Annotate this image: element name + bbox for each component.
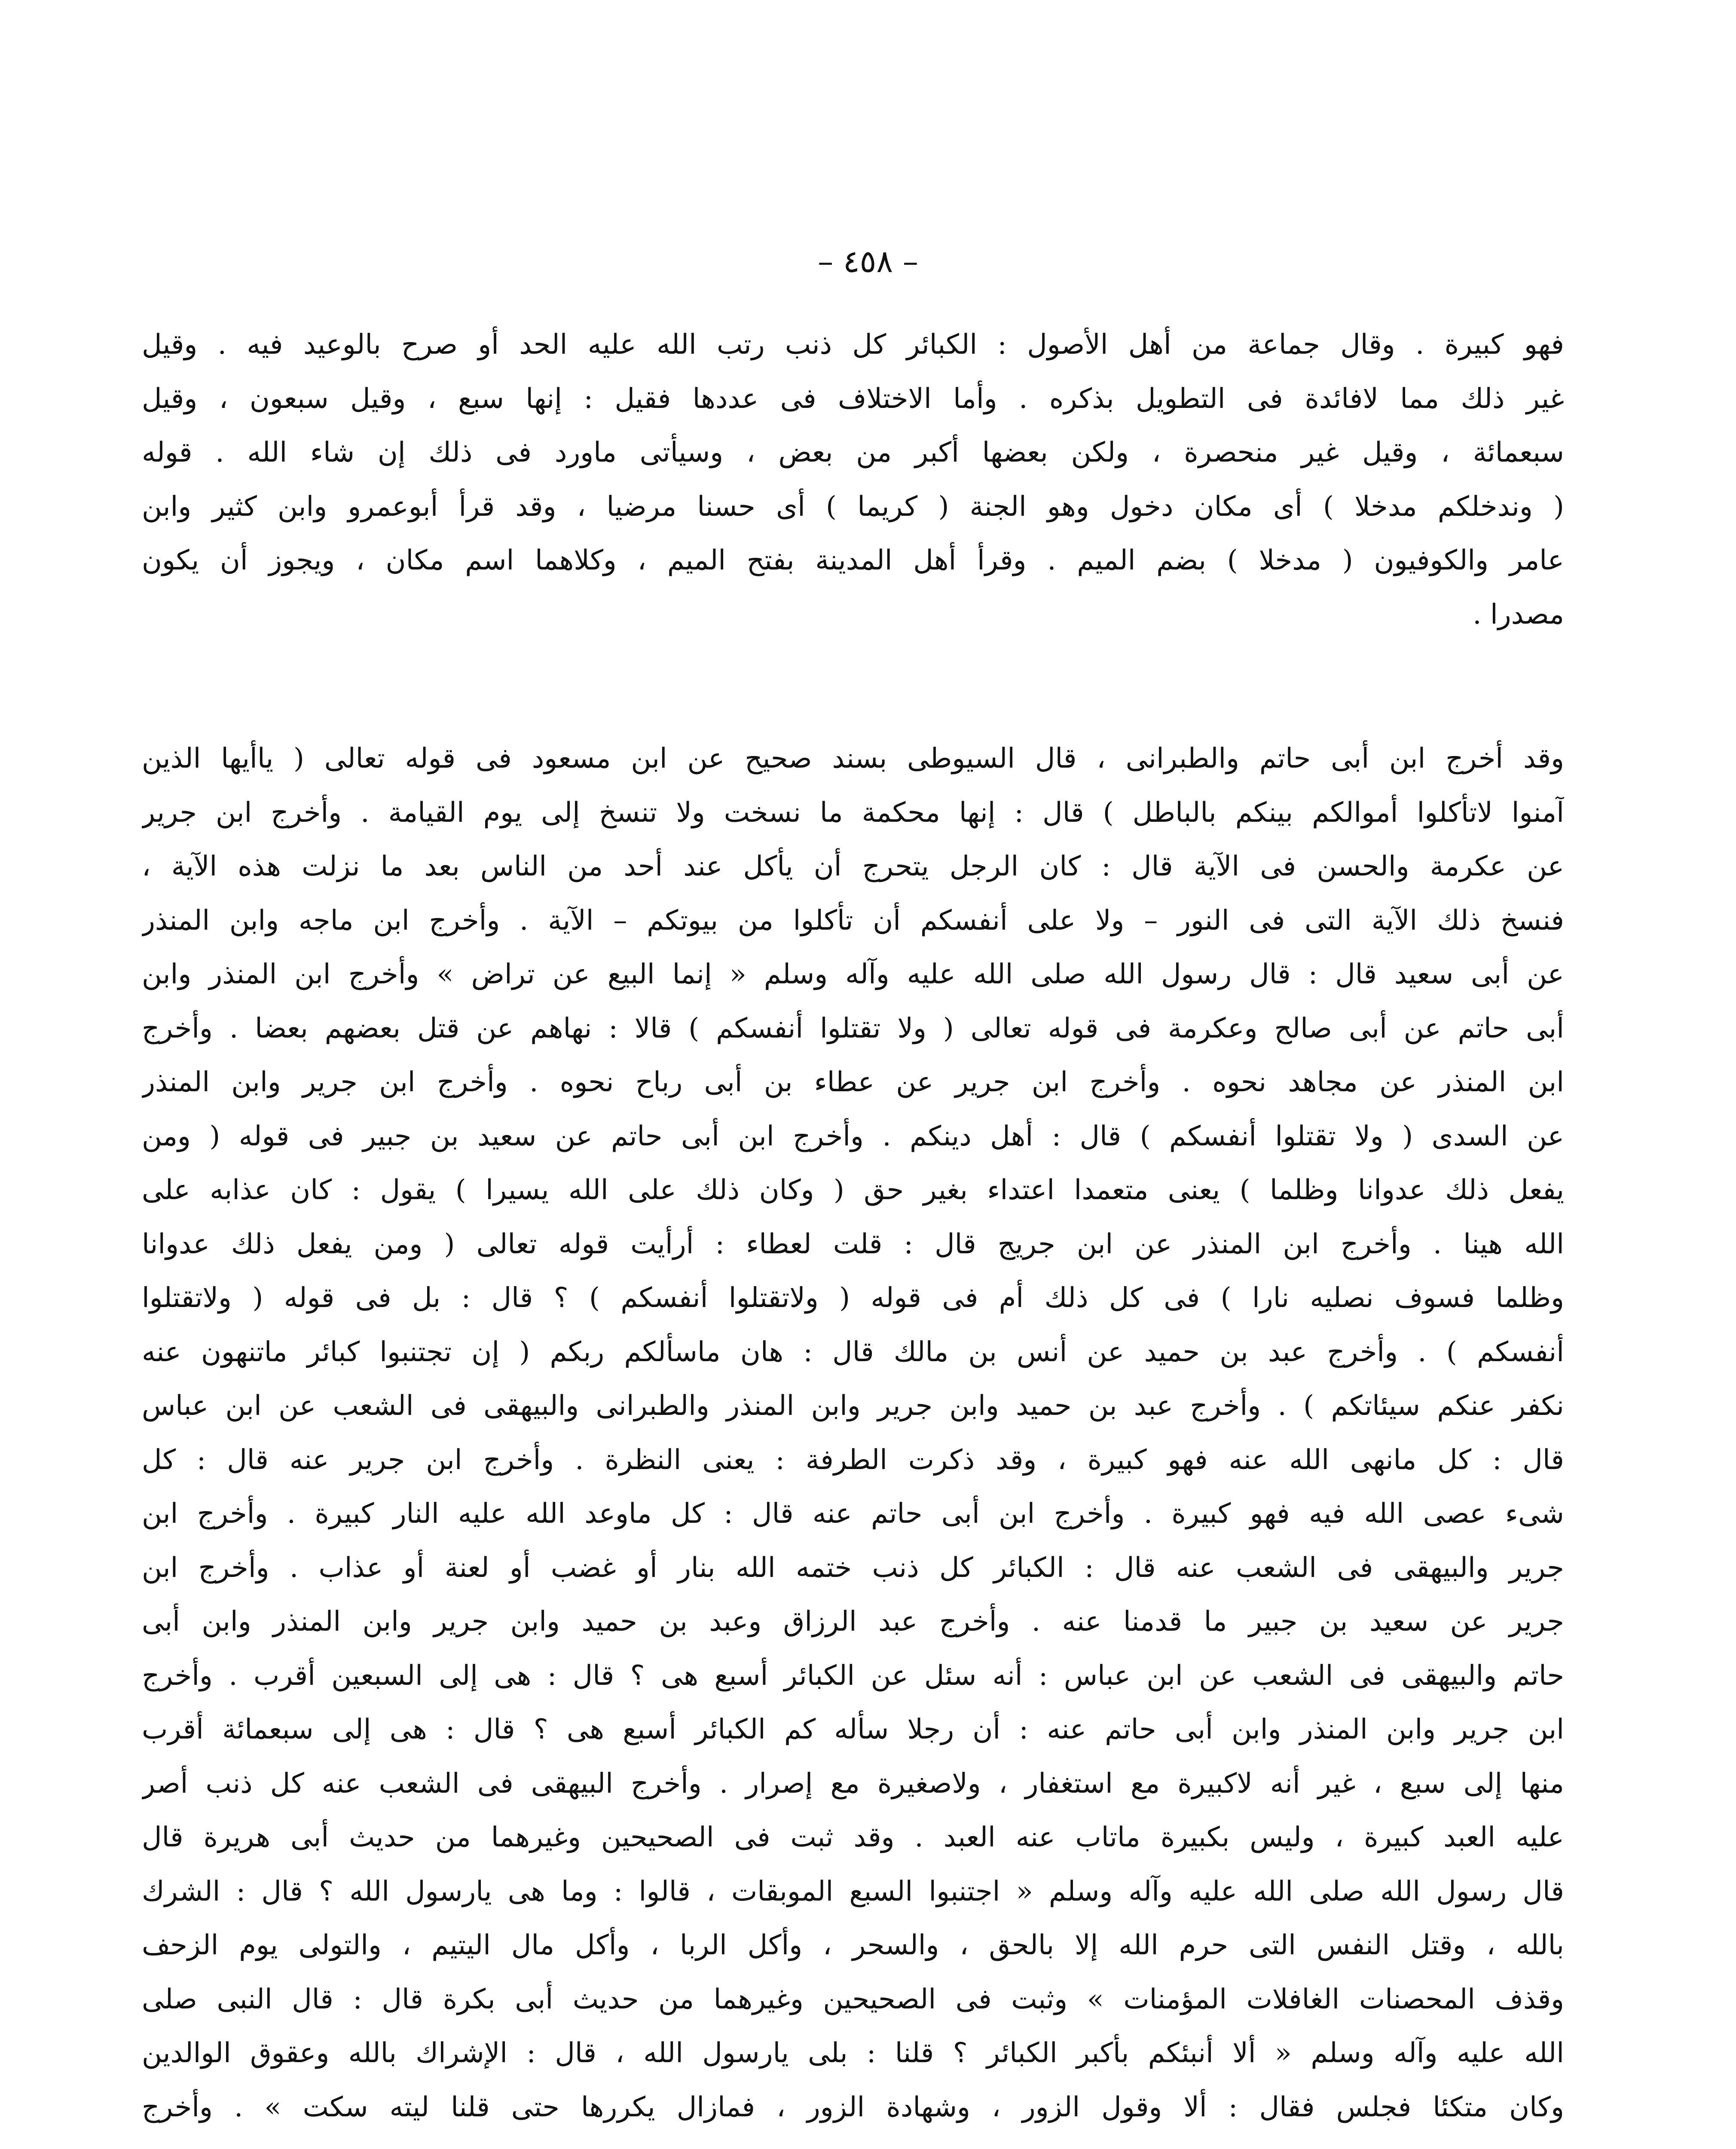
text-line: فنسخ ذلك الآية التى فى النور – ولا على أنفسكم أن تأكلوا من بيوتكم – الآية . وأخرج ابن ماجه وابن المنذر bbox=[142, 904, 1564, 937]
paragraph-2 bbox=[142, 732, 1564, 2134]
text-line: يفعل ذلك عدوانا وظلما ) يعنى متعمدا اعتداء بغير حق ( وكان ذلك على الله يسيرا ) يقول : كان عذابه على bbox=[142, 1174, 1564, 1206]
text-line: الله عليه وآله وسلم « ألا أنبئكم بأكبر الكبائر ؟ قلنا : بلى يارسول الله ، قال : الإشراك بالله وعقوق الوالدين bbox=[142, 2037, 1564, 2069]
text-line: ( وندخلكم مدخلا ) أى مكان دخول وهو الجنة ( كريما ) أى حسنا مرضيا ، وقد قرأ أبوعمرو وابن كثير وابن bbox=[142, 490, 1564, 523]
text-line: سبعمائة ، وقيل غير منحصرة ، ولكن بعضها أكبر من بعض ، وسيأتى ماورد فى ذلك إن شاء الله . قوله bbox=[142, 437, 1564, 468]
text-line: آمنوا لاتأكلوا أموالكم بينكم بالباطل ) قال : إنها محكمة ما نسخت ولا تنسخ إلى يوم القيامة . وأخرج ابن جرير bbox=[142, 796, 1564, 829]
text-line: جرير والبيهقى فى الشعب عنه قال : الكبائر كل ذنب ختمه الله بنار أو غضب أو لعنة أو عذاب . وأخرج ابن bbox=[142, 1552, 1564, 1584]
text-line: الله هينا . وأخرج ابن المنذر عن ابن جريج قال : قلت لعطاء : أرأيت قوله تعالى ( ومن يفعل ذلك عدوانا bbox=[142, 1228, 1564, 1260]
text-line: فهو كبيرة . وقال جماعة من أهل الأصول : الكبائر كل ذنب رتب الله عليه الحد أو صرح بالوعيد فيه . وقيل bbox=[142, 329, 1564, 361]
text-line: نكفر عنكم سيئاتكم ) . وأخرج عبد بن حميد وابن جرير وابن المنذر والطبرانى والبيهقى فى الشعب عن ابن عباس bbox=[142, 1390, 1564, 1422]
text-line: ابن المنذر عن مجاهد نحوه . وأخرج ابن جرير عن عطاء بن أبى رباح نحوه . وأخرج ابن جرير وابن المنذر bbox=[142, 1066, 1564, 1098]
text-line: قال رسول الله صلى الله عليه وآله وسلم « اجتنبوا السبع الموبقات ، قالوا : وما هى يارسول الله ؟ قال : الشرك bbox=[142, 1875, 1564, 1907]
text-line: عن عكرمة والحسن فى الآية قال : كان الرجل يتحرج أن يأكل عند أحد من الناس بعد ما نزلت هذه الآية ، bbox=[142, 851, 1564, 882]
text-line: شىء عصى الله فيه فهو كبيرة . وأخرج ابن أبى حاتم عنه قال : كل ماوعد الله عليه النار كبيرة . وأخرج ابن bbox=[142, 1498, 1564, 1530]
text-line: مصدرا . bbox=[1473, 598, 1564, 631]
text-line: أنفسكم ) . وأخرج عبد بن حميد عن أنس بن مالك قال : هان ماسألكم ربكم ( إن تجتنبوا كبائر ماتنهون عنه bbox=[142, 1336, 1564, 1368]
text-line: وكان متكئا فجلس فقال : ألا وقول الزور ، وشهادة الزور ، فمازال يكررها حتى قلنا ليته سكت » . وأخرج bbox=[142, 2091, 1564, 2123]
text-line: ابن جرير وابن المنذر وابن أبى حاتم عنه : أن رجلا سأله كم الكبائر أسبع هى ؟ قال : هى إلى سبعمائة أقرب bbox=[142, 1714, 1564, 1745]
text-line: أبى حاتم عن أبى صالح وعكرمة فى قوله تعالى ( ولا تقتلوا أنفسكم ) قالا : نهاهم عن قتل بعضهم بعضا . وأخرج bbox=[142, 1012, 1564, 1044]
text-line: قال : كل مانهى الله عنه فهو كبيرة ، وقد ذكرت الطرفة : يعنى النظرة . وأخرج ابن جرير عنه قال : كل bbox=[142, 1444, 1564, 1476]
text-line: عامر والكوفيون ( مدخلا ) بضم الميم . وقرأ أهل المدينة بفتح الميم ، وكلاهما اسم مكان ، ويجوز أن يكون bbox=[142, 545, 1564, 576]
text-line: عليه العبد كبيرة ، وليس بكبيرة ماتاب عنه العبد . وقد ثبت فى الصحيحين وغيرهما من حديث أبى هريرة قال bbox=[142, 1821, 1564, 1853]
text-line: بالله ، وقتل النفس التى حرم الله إلا بالحق ، والسحر ، وأكل الربا ، وأكل مال اليتيم ، والتولى يوم الزحف bbox=[142, 1929, 1564, 1961]
text-line: عن أبى سعيد قال : قال رسول الله صلى الله عليه وآله وسلم « إنما البيع عن تراض » وأخرج ابن المنذر وابن bbox=[142, 958, 1564, 990]
text-line: عن السدى ( ولا تقتلوا أنفسكم ) قال : أهل دينكم . وأخرج ابن أبى حاتم عن سعيد بن جبير فى قوله ( ومن bbox=[142, 1120, 1564, 1152]
text-line: حاتم والبيهقى فى الشعب عن ابن عباس : أنه سئل عن الكبائر أسبع هى ؟ قال : هى إلى السبعين أقرب . وأخرج bbox=[142, 1659, 1564, 1692]
text-line: جرير عن سعيد بن جبير ما قدمنا عنه . وأخرج عبد الرزاق وعبد بن حميد وابن جرير وابن المنذر وابن أبى bbox=[142, 1606, 1564, 1638]
text-line: غير ذلك مما لافائدة فى التطويل بذكره . وأما الاختلاف فى عددها فقيل : إنها سبع ، وقيل سبعون ، وقيل bbox=[142, 383, 1564, 415]
text-line: منها إلى سبع ، غير أنه لاكبيرة مع استغفار ، ولاصغيرة مع إصرار . وأخرج البيهقى فى الشعب عنه كل ذنب أصر bbox=[142, 1767, 1564, 1800]
text-line: وظلما فسوف نصليه نارا ) فى كل ذلك أم فى قوله ( ولاتقتلوا أنفسكم ) ؟ قال : بل فى قوله ( ولاتقتلوا bbox=[142, 1282, 1564, 1314]
paragraph-1 bbox=[142, 318, 1564, 642]
text-line: وقذف المحصنات الغافلات المؤمنات » وثبت فى الصحيحين وغيرهما من حديث أبى بكرة قال : قال النبى صلى bbox=[142, 1983, 1564, 2015]
page-number: – ٤٥٨ – bbox=[818, 243, 918, 279]
text-line: وقد أخرج ابن أبى حاتم والطبرانى ، قال السيوطى بسند صحيح عن ابن مسعود فى قوله تعالى ( ياأيها الذين bbox=[142, 743, 1564, 774]
